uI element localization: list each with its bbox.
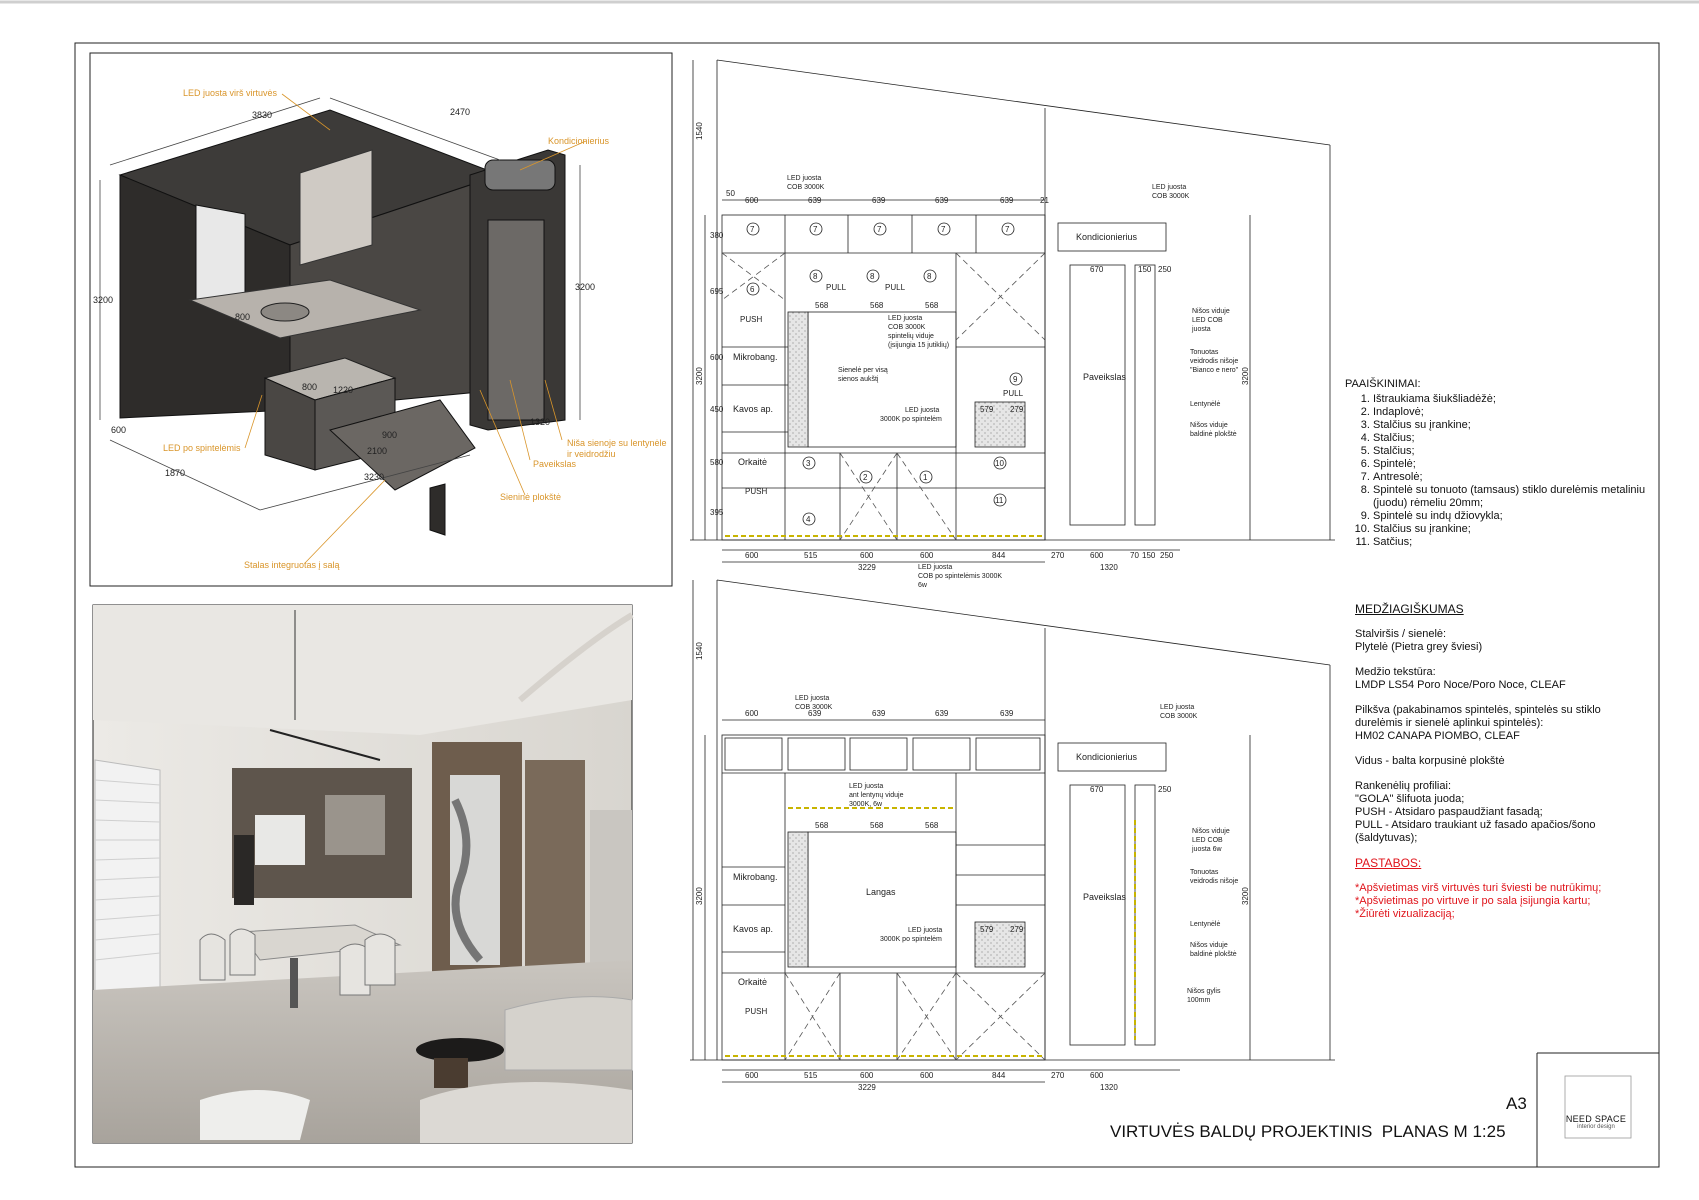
elevation-bottom — [690, 580, 1335, 1082]
marker-number: 3 — [806, 459, 811, 468]
notes-title: PASTABOS: — [1355, 856, 1422, 870]
iso-dim: 3230 — [364, 472, 385, 482]
marker-number: 7 — [750, 225, 755, 234]
dim: 639 — [872, 709, 886, 718]
legend-title: PAAIŠKINIMAI: — [1345, 378, 1421, 390]
dim: 600 — [1090, 551, 1104, 560]
dim: 3200 — [695, 887, 704, 905]
dim: 3229 — [858, 563, 876, 572]
dim: 600 — [860, 551, 874, 560]
marker-number: 4 — [806, 515, 811, 524]
materials-line: Medžio tekstūra: — [1355, 666, 1436, 678]
materials-block — [1355, 704, 1685, 743]
materials-line: "GOLA" šlifuota juoda; — [1355, 793, 1465, 805]
dim: 639 — [872, 196, 886, 205]
dim: 670 — [1090, 265, 1104, 274]
materials-line: Plytelė (Pietra grey šviesi) — [1355, 641, 1483, 653]
materials-line: LMDP LS54 Poro Noce/Poro Noce, CLEAF — [1355, 679, 1566, 691]
dim: 3200 — [1241, 367, 1250, 385]
dim: 3200 — [1241, 887, 1250, 905]
appliance-label: Orkaitė — [738, 457, 768, 467]
push-label: PUSH — [740, 315, 763, 324]
iso-dim: 1870 — [165, 468, 186, 478]
materials — [1355, 603, 1685, 921]
dim: 380 — [710, 231, 724, 240]
iso-dim: 3200 — [93, 295, 114, 305]
pull-label: PULL — [826, 283, 847, 292]
logo-main: NEED SPACE — [1565, 1114, 1627, 1124]
marker-number: 2 — [863, 473, 868, 482]
iso-dim: 3200 — [575, 282, 596, 292]
visualization-render — [93, 605, 632, 1143]
led-under-label: LED po spintelėmis — [163, 443, 241, 453]
dim: 639 — [935, 196, 949, 205]
dim: 515 — [804, 551, 818, 560]
legend-list — [1345, 393, 1675, 549]
note-mirror: Tonuotas veidrodis nišoje "Bianco e nero" — [1190, 349, 1239, 374]
dim: 670 — [1090, 785, 1104, 794]
note-led-under: LED juosta 3000K po spintelėm — [880, 927, 943, 943]
note-niche-depth: Nišos gylis 100mm — [1187, 988, 1221, 1004]
appliance-label: Kavos ap. — [733, 404, 774, 414]
dim: 515 — [804, 1071, 818, 1080]
dim: 568 — [870, 301, 884, 310]
dim: 1320 — [1100, 1083, 1118, 1092]
dim: 639 — [808, 196, 822, 205]
dim: 600 — [745, 551, 759, 560]
marker-number: 11 — [995, 496, 1004, 505]
window-label: Langas — [866, 887, 896, 897]
dim: 639 — [1000, 709, 1014, 718]
marker-number: 10 — [995, 459, 1004, 468]
iso-dim: 800 — [302, 382, 318, 392]
dim: 279 — [1010, 405, 1024, 414]
marker-number: 7 — [941, 225, 946, 234]
marker-number: 9 — [1013, 375, 1018, 384]
dim: 21 — [1040, 196, 1049, 205]
kond-label: Kondicionierius — [1076, 752, 1138, 762]
marker-number: 7 — [813, 225, 818, 234]
painting-label: Paveikslas — [533, 459, 577, 469]
legend-item: 1. Ištraukiama šiukšliadėžė; — [1373, 393, 1675, 406]
elevation-top — [690, 60, 1335, 562]
dim: 600 — [860, 1071, 874, 1080]
note-inner-board: Nišos viduje baldinė plokštė — [1190, 942, 1237, 958]
dim: 279 — [1010, 925, 1024, 934]
iso-dim: 800 — [235, 312, 251, 322]
note-led-under: LED juosta 3000K po spintelėm — [880, 407, 942, 423]
marker-number: 8 — [813, 272, 818, 281]
note-led-cob: LED juosta COB 3000K — [787, 175, 825, 191]
materials-block — [1355, 666, 1685, 692]
dim: 600 — [745, 196, 759, 205]
materials-line: HM02 CANAPA PIOMBO, CLEAF — [1355, 730, 1520, 742]
wall-board-label: Sieninė plokštė — [500, 492, 562, 502]
note-mirror: Tonuotas veidrodis nišoje — [1190, 869, 1239, 885]
iso-dim: 1220 — [333, 385, 354, 395]
dim: 150 — [1138, 265, 1152, 274]
appliance-label: Kavos ap. — [733, 924, 774, 934]
marker-number: 6 — [750, 285, 755, 294]
sheet-size: A3 — [1506, 1094, 1527, 1113]
marker-number: 8 — [870, 272, 875, 281]
dim: 1540 — [695, 642, 704, 660]
dim: 600 — [710, 353, 724, 362]
note-inner-board: Nišos viduje baldinė plokštė — [1190, 422, 1237, 438]
appliance-label: Mikrobang. — [733, 352, 778, 362]
materials-line: Rankenėlių profiliai: — [1355, 780, 1451, 792]
dim: 579 — [980, 405, 994, 414]
dim: 50 — [726, 189, 735, 198]
materials-block — [1355, 628, 1685, 654]
marker-number: 8 — [927, 272, 932, 281]
dim: 844 — [992, 551, 1006, 560]
isometric-view — [90, 53, 672, 586]
notes — [1355, 857, 1685, 921]
legend-item: 4. Stalčius; — [1373, 432, 1675, 445]
dim: 600 — [920, 551, 934, 560]
logo-sub: interior design — [1577, 1124, 1615, 1130]
dim: 568 — [925, 821, 939, 830]
push-label: PUSH — [745, 487, 768, 496]
note-shelf: Lentynėlė — [1190, 921, 1221, 928]
dim: 250 — [1158, 785, 1172, 794]
dim: 395 — [710, 508, 724, 517]
painting-label: Paveikslas — [1083, 372, 1127, 382]
legend-item: 5. Stalčius; — [1373, 445, 1675, 458]
note-led-shelves: LED juosta ant lentynų viduje 3000K, 6w — [849, 783, 904, 808]
legend-item: 2. Indaplovė; — [1373, 406, 1675, 419]
dim: 579 — [980, 925, 994, 934]
dim: 270 — [1051, 551, 1065, 560]
marker-number: 7 — [1005, 225, 1010, 234]
elevation-text — [695, 122, 1250, 1092]
note-niche-led: Nišos viduje LED COB juosta 6w — [1192, 828, 1230, 853]
dim: 150 — [1142, 551, 1156, 560]
legend — [1345, 378, 1675, 549]
dim: 1540 — [695, 122, 704, 140]
note-led-inside: LED juosta COB 3000K spintelių viduje (įsijungia 15 jutiklių) — [888, 315, 950, 349]
legend-item: 9. Spintelė su indų džiovykla; — [1373, 510, 1675, 523]
legend-item: 3. Stalčius su įrankine; — [1373, 419, 1675, 432]
legend-item: 10. Stalčius su įrankine; — [1373, 523, 1675, 536]
iso-dim: 600 — [111, 425, 127, 435]
dim: 568 — [815, 821, 829, 830]
materials-line: Stalviršis / sienelė: — [1355, 628, 1447, 640]
dim: 568 — [815, 301, 829, 310]
dim: 600 — [745, 1071, 759, 1080]
dim: 639 — [1000, 196, 1014, 205]
dim: 844 — [992, 1071, 1006, 1080]
niche-label: Niša sienoje su lentynėle ir veidrodžiu — [567, 438, 667, 459]
brand-logo — [1560, 1100, 1632, 1160]
marker-number: 7 — [877, 225, 882, 234]
note-item: *Apšvietimas po virtuve ir po sala įsijungia kartu; — [1355, 895, 1591, 907]
legend-item: 11. Satčius; — [1373, 536, 1675, 549]
dim: 580 — [710, 458, 724, 467]
drawing-title: VIRTUVĖS BALDŲ PROJEKTINIS PLANAS M 1:25 — [1110, 1122, 1506, 1141]
dim: 695 — [710, 287, 724, 296]
dim: 70 — [1130, 551, 1139, 560]
materials-block — [1355, 755, 1685, 768]
dim: 1320 — [1100, 563, 1118, 572]
dim: 639 — [808, 709, 822, 718]
iso-dim: 900 — [382, 430, 398, 440]
dim: 600 — [920, 1071, 934, 1080]
appliance-label: Mikrobang. — [733, 872, 778, 882]
materials-block — [1355, 780, 1685, 845]
dim: 568 — [925, 301, 939, 310]
dim: 568 — [870, 821, 884, 830]
pull-label: PULL — [885, 283, 906, 292]
legend-item: 8. Spintelė su tonuoto (tamsaus) stiklo durelėmis metaliniu (juodu) rėmeliu 20mm; — [1373, 484, 1675, 510]
note-led-bottom: LED juosta COB po spintelėmis 3000K 6w — [918, 564, 1003, 589]
note-led-cob: LED juosta COB 3000K — [1152, 184, 1190, 200]
legend-item: 6. Spintelė; — [1373, 458, 1675, 471]
materials-line: PUSH - Atsidaro paspaudžiant fasadą; — [1355, 806, 1543, 818]
dim: 3229 — [858, 1083, 876, 1092]
materials-line: durelėmis ir sienelė aplinkui spintelės): — [1355, 717, 1544, 729]
dim: 639 — [935, 709, 949, 718]
led-top-label: LED juosta virš virtuvės — [183, 88, 278, 98]
note-shelf: Lentynėlė — [1190, 401, 1221, 408]
materials-title: MEDŽIAGIŠKUMAS — [1355, 602, 1464, 616]
iso-dim: 3830 — [252, 110, 273, 120]
air-conditioner-label: Kondicionierius — [548, 136, 610, 146]
dim: 600 — [745, 709, 759, 718]
materials-line: (šaldytuvas); — [1355, 832, 1418, 844]
painting-label: Paveikslas — [1083, 892, 1127, 902]
dim: 3200 — [695, 367, 704, 385]
note-item: *Apšvietimas virš virtuvės turi šviesti be nutrūkimų; — [1355, 882, 1602, 894]
appliance-label: Orkaitė — [738, 977, 768, 987]
note-led-cob: LED juosta COB 3000K — [795, 695, 833, 711]
kond-label: Kondicionierius — [1076, 232, 1138, 242]
materials-line: Pilkšva (pakabinamos spintelės, spintelės su stiklo — [1355, 704, 1601, 716]
note-led-cob: LED juosta COB 3000K — [1160, 704, 1198, 720]
materials-line: Vidus - balta korpusinė plokštė — [1355, 755, 1505, 767]
pull-label: PULL — [1003, 389, 1024, 398]
iso-dim: 2470 — [450, 107, 471, 117]
marker-number: 1 — [923, 473, 928, 482]
note-item: *Žiūrėti vizualizaciją; — [1355, 908, 1455, 920]
dim: 600 — [1090, 1071, 1104, 1080]
dim: 270 — [1051, 1071, 1065, 1080]
table-label: Stalas integruotas į salą — [244, 560, 340, 570]
iso-dim: 2100 — [367, 446, 388, 456]
note-wall-tile: Sienelė per visą sienos aukštį — [838, 367, 888, 383]
dim: 450 — [710, 405, 724, 414]
iso-dim: 1320 — [530, 417, 551, 427]
dim: 250 — [1160, 551, 1174, 560]
push-label: PUSH — [745, 1007, 768, 1016]
legend-item: 7. Antresolė; — [1373, 471, 1675, 484]
materials-line: PULL - Atsidaro traukiant už fasado apačios/šono — [1355, 819, 1596, 831]
dim: 250 — [1158, 265, 1172, 274]
note-niche-led: Nišos viduje LED COB juosta — [1192, 308, 1230, 333]
